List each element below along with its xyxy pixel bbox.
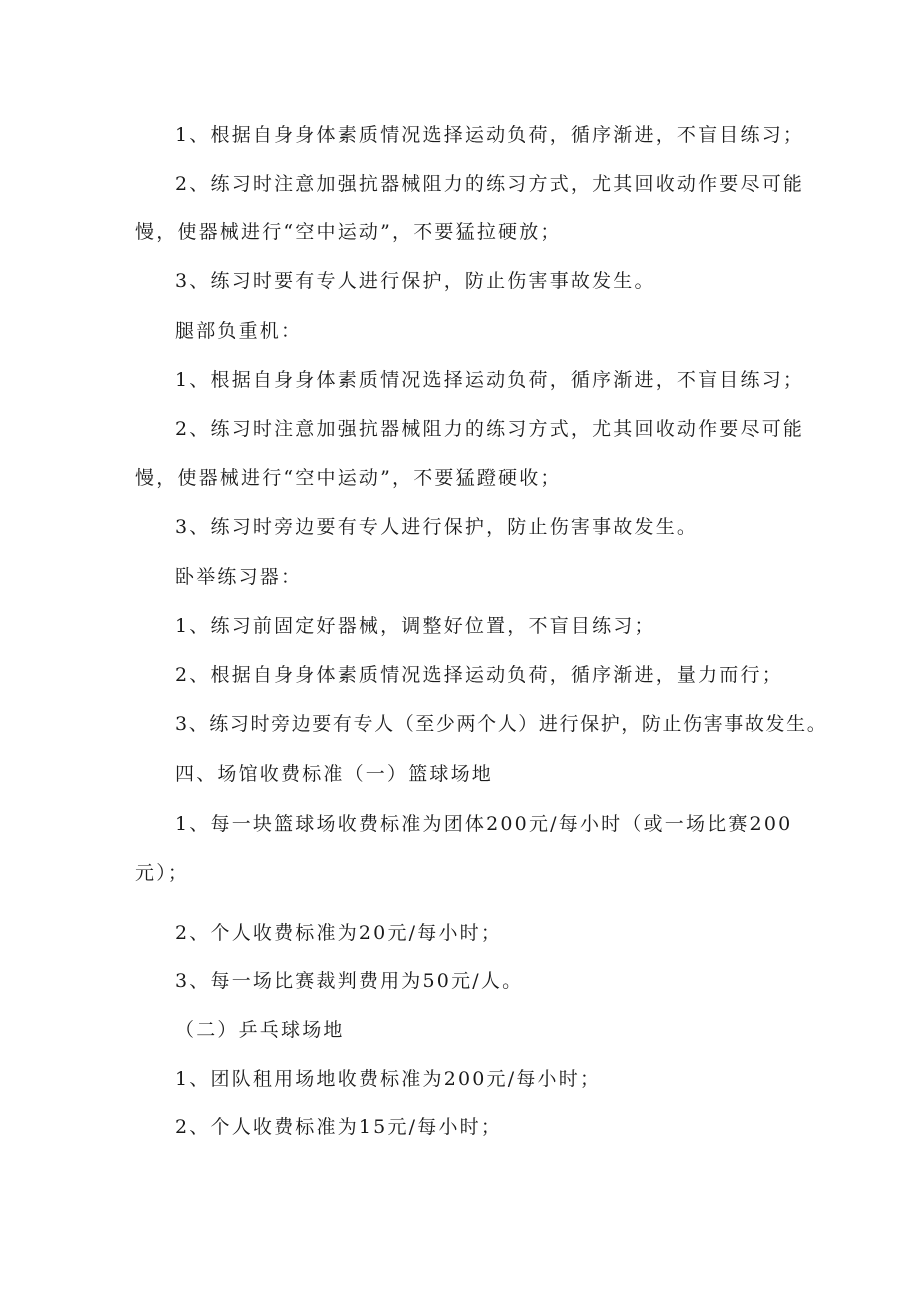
text-line: 慢，使器械进行“空中运动”，不要猛拉硬放； xyxy=(135,221,562,243)
text-line: 2、个人收费标准为15元/每小时； xyxy=(175,1116,503,1138)
text-line: 3、每一场比赛裁判费用为50元/人。 xyxy=(175,970,524,992)
text-line: 2、练习时注意加强抗器械阻力的练习方式，尤其回收动作要尽可能 xyxy=(175,418,805,440)
text-line: 1、团队租用场地收费标准为200元/每小时； xyxy=(175,1068,602,1090)
text-line: 1、根据自身身体素质情况选择运动负荷，循序渐进，不盲目练习； xyxy=(175,369,805,391)
section-heading: 卧举练习器： xyxy=(175,566,303,588)
text-line: 1、练习前固定好器械，调整好位置，不盲目练习； xyxy=(175,615,656,637)
text-line: 2、根据自身身体素质情况选择运动负荷，循序渐进，量力而行； xyxy=(175,664,783,686)
section-heading: （二）乒乓球场地 xyxy=(175,1019,345,1041)
section-heading: 四、场馆收费标准（一）篮球场地 xyxy=(175,763,494,785)
text-line: 3、练习时旁边要有专人进行保护，防止伤害事故发生。 xyxy=(175,516,699,538)
text-line: 3、练习时旁边要有专人（至少两个人）进行保护，防止伤害事故发生。 xyxy=(175,713,828,735)
text-line: 1、根据自身身体素质情况选择运动负荷，循序渐进，不盲目练习； xyxy=(175,124,805,146)
text-line: 1、每一块篮球场收费标准为团体200元/每小时（或一场比赛200 xyxy=(175,813,793,835)
text-line: 2、练习时注意加强抗器械阻力的练习方式，尤其回收动作要尽可能 xyxy=(175,173,805,195)
text-line: 3、练习时要有专人进行保护，防止伤害事故发生。 xyxy=(175,270,656,292)
section-heading: 腿部负重机： xyxy=(175,320,303,342)
text-line: 慢，使器械进行“空中运动”，不要猛蹬硬收； xyxy=(135,467,562,489)
text-line: 元）； xyxy=(135,862,190,884)
text-line: 2、个人收费标准为20元/每小时； xyxy=(175,922,503,944)
